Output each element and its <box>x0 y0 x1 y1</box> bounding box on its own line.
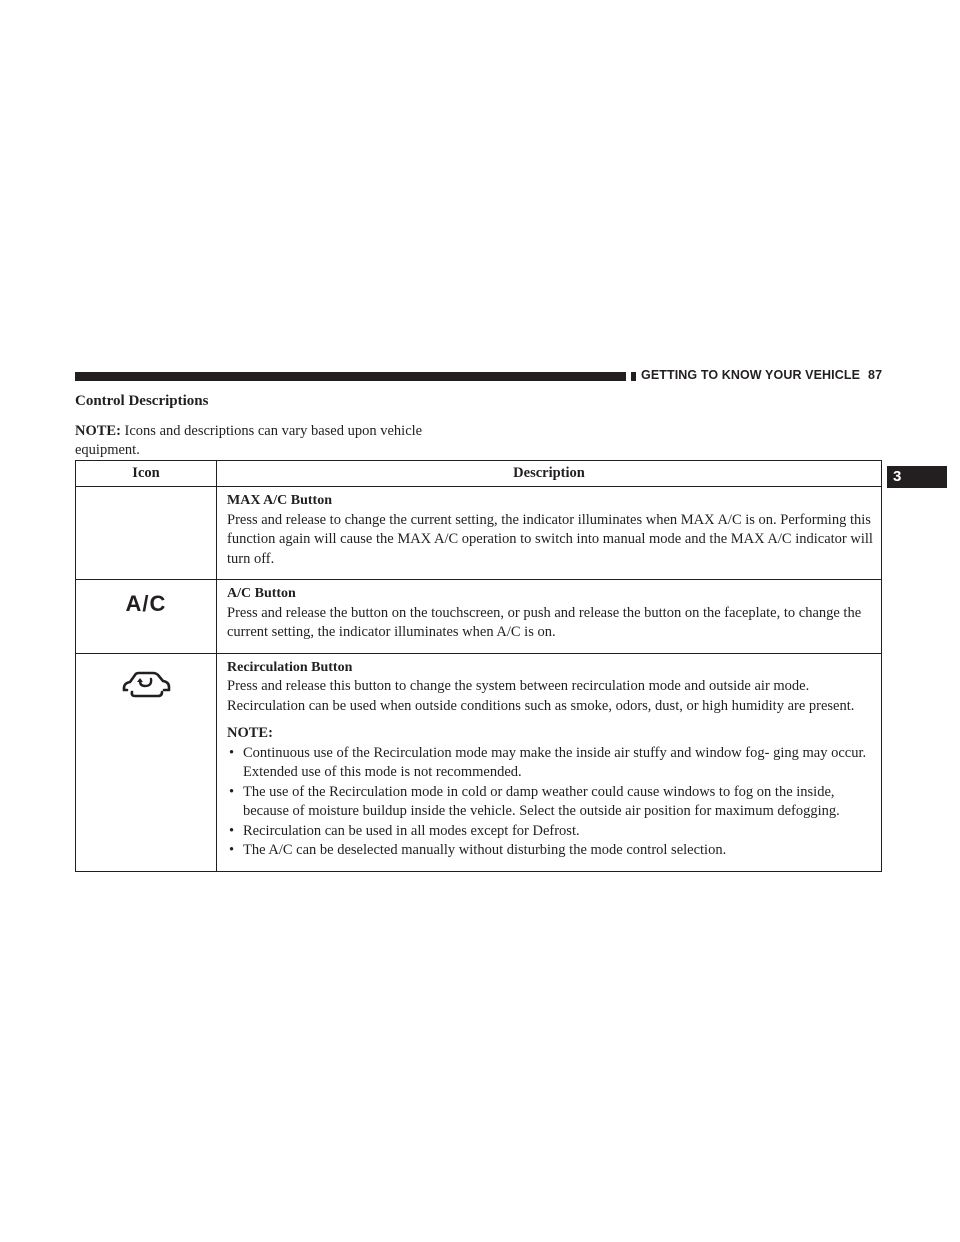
recirculation-icon-cell <box>76 653 217 871</box>
intro-note <box>75 422 475 460</box>
column-header-icon: Icon <box>76 461 217 487</box>
ac-title: A/C Button <box>227 586 296 601</box>
list-item: • The use of the Recirculation mode in cold or damp weather could cause windows to fog on the inside, because of moisture buildup inside the vehicle. Select the outside air position for maximum defogging. <box>227 783 873 822</box>
header-section-title: GETTING TO KNOW YOUR VEHICLE <box>641 368 861 382</box>
table-row-recirculation <box>76 653 882 871</box>
ac-icon-cell <box>76 580 217 654</box>
recirculation-car-icon <box>118 668 174 705</box>
intro-note-text: Icons and descriptions can vary based upon vehicle equipment. <box>75 423 423 458</box>
ac-text-icon: A/C <box>125 591 167 616</box>
recirculation-description <box>217 653 882 871</box>
intro-note-label: NOTE: <box>75 423 121 439</box>
recirculation-note-label: NOTE: <box>227 725 273 741</box>
max-ac-title: MAX A/C Button <box>227 493 333 508</box>
recirculation-note-list <box>227 744 873 861</box>
max-ac-text: Press and release to change the current setting, the indicator illuminates when MAX A/C is on. Performing this function again will cause the MAX A/C operation to switch into manual mode and the MAX A/C indicator will turn off. <box>227 511 873 567</box>
ac-text: Press and release the button on the touchscreen, or push and release the button on the faceplate, to change the current setting, the indicator illuminates when A/C is on. <box>227 604 862 640</box>
list-item: • Recirculation can be used in all modes except for Defrost. <box>227 822 873 842</box>
ac-description <box>217 580 882 654</box>
recirculation-title: Recirculation Button <box>227 659 353 675</box>
list-item: • Continuous use of the Recirculation mode may make the inside air stuffy and window fog- ging may occur. Extended use of this mode is not recommended. <box>227 744 873 783</box>
header-rule <box>75 372 626 381</box>
table-row-max-ac <box>76 487 882 580</box>
control-descriptions-table <box>75 460 882 872</box>
list-item: • The A/C can be deselected manually without disturbing the mode control selection. <box>227 841 873 861</box>
recirculation-text: Press and release this button to change the system between recirculation mode and outside air mode. Recirculation can be used when outside conditions such as smoke, odors, dust, or high humidity are present. <box>227 678 855 714</box>
chapter-tab: 3 <box>887 466 947 488</box>
table-header-row <box>76 461 882 487</box>
page-number: 87 <box>868 368 883 382</box>
max-ac-icon-cell <box>76 487 217 580</box>
running-header <box>641 368 882 382</box>
table-row-ac <box>76 580 882 654</box>
max-ac-description <box>217 487 882 580</box>
section-title: Control Descriptions <box>75 393 209 409</box>
column-header-description: Description <box>217 461 882 487</box>
header-rule-tick <box>631 372 636 381</box>
